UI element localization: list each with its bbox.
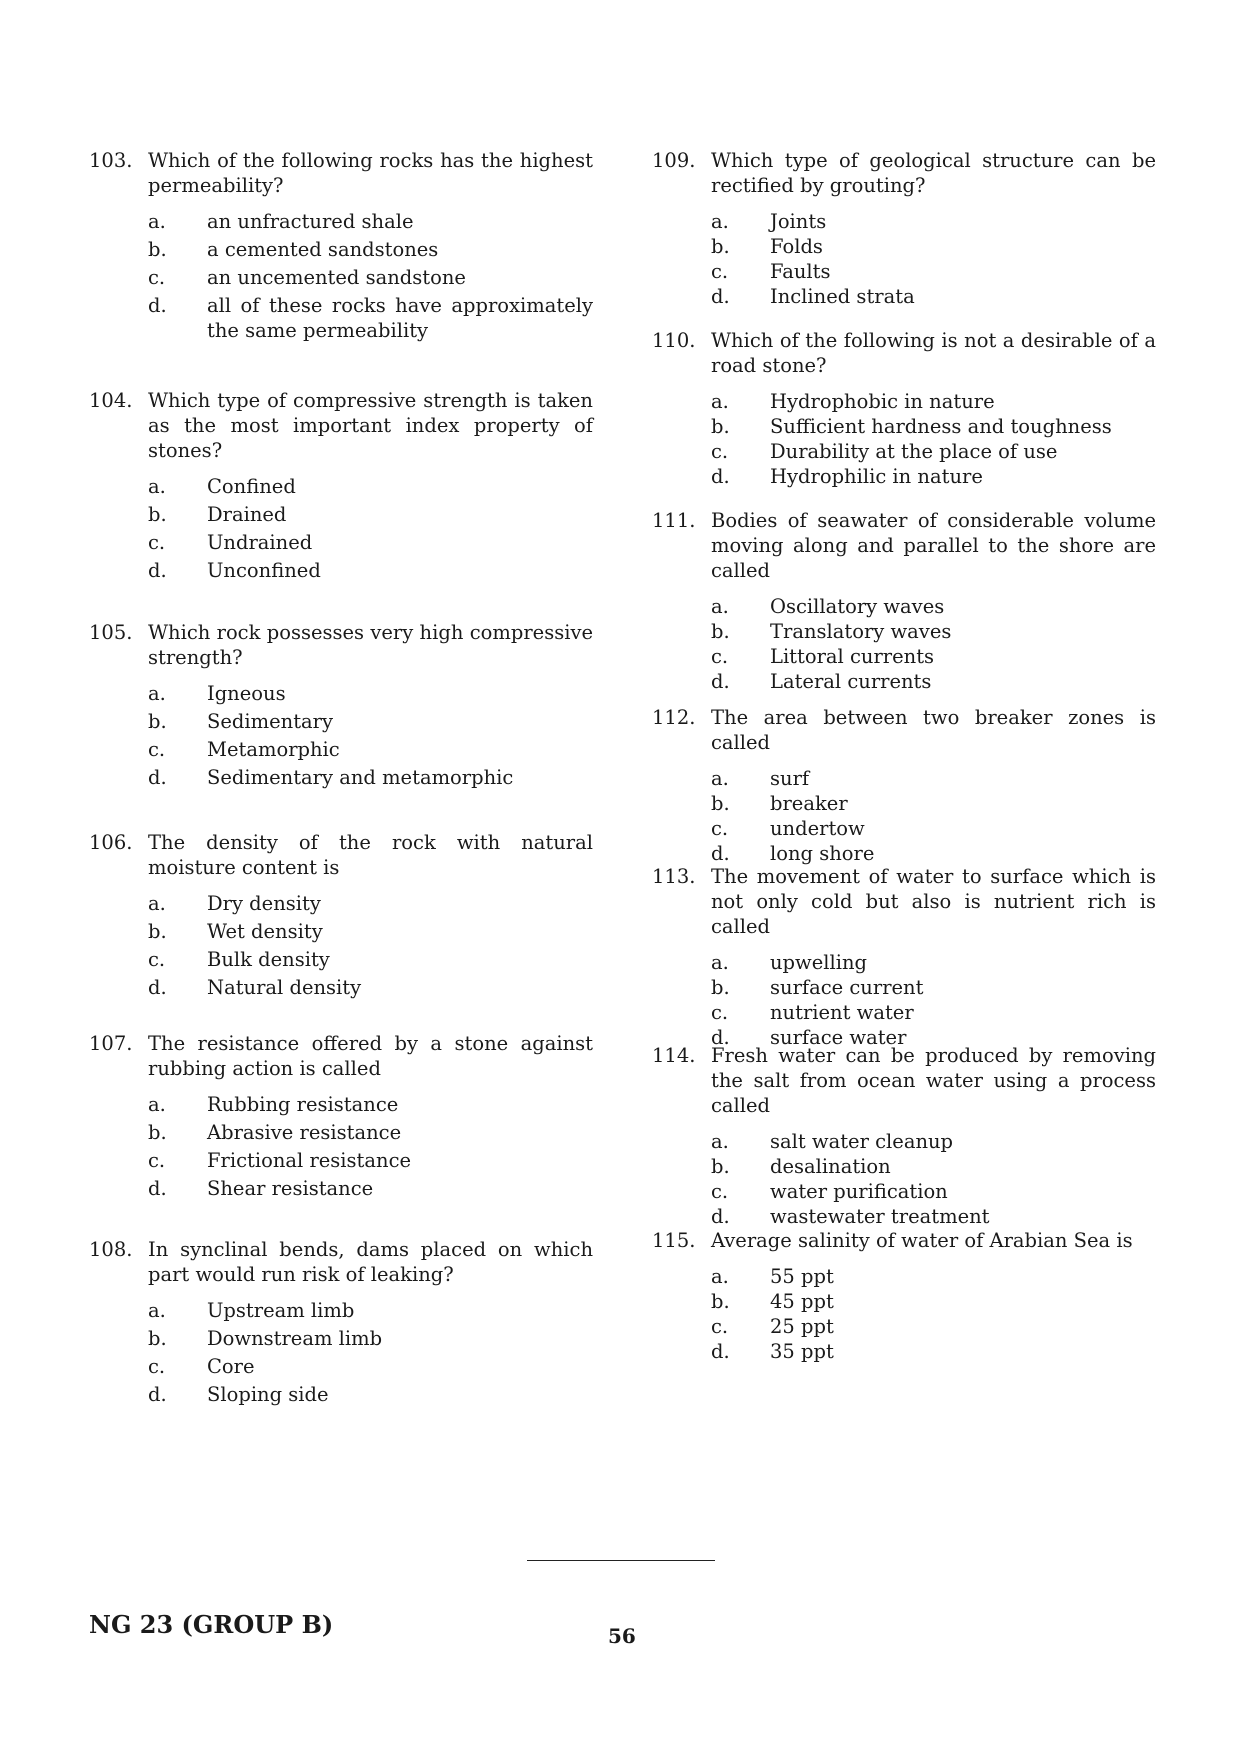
option-item	[89, 1382, 593, 1407]
option-text: 25 ppt	[770, 1315, 834, 1338]
question-block	[89, 620, 593, 790]
question-stem	[89, 148, 593, 198]
option-item	[89, 1092, 593, 1117]
option-letter: b.	[148, 1121, 167, 1144]
question-number: 111.	[652, 509, 696, 532]
page-number: 56	[608, 1624, 636, 1648]
option-text: Abrasive resistance	[207, 1121, 402, 1144]
option-letter: d.	[711, 465, 730, 488]
option-text: all of these rocks have approximately the same permeability	[207, 294, 593, 342]
option-item	[652, 791, 1156, 816]
option-letter: a.	[711, 1265, 729, 1288]
question-block	[89, 388, 593, 583]
option-text: a cemented sandstones	[207, 238, 439, 261]
option-letter: b.	[148, 710, 167, 733]
option-item	[89, 293, 593, 343]
option-letter: a.	[148, 210, 166, 233]
question-number: 108.	[89, 1238, 133, 1261]
option-text: surface current	[770, 976, 924, 999]
option-letter: c.	[711, 645, 729, 668]
option-text: Dry density	[207, 892, 321, 915]
question-number: 114.	[652, 1044, 696, 1067]
option-text: Sedimentary and metamorphic	[207, 766, 514, 789]
option-letter: b.	[711, 1290, 730, 1313]
option-item	[652, 975, 1156, 1000]
option-list	[89, 1298, 593, 1407]
option-letter: a.	[148, 682, 166, 705]
option-letter: a.	[711, 210, 729, 233]
end-of-section-rule	[527, 1560, 715, 1561]
option-letter: b.	[711, 976, 730, 999]
option-letter: a.	[148, 1299, 166, 1322]
option-letter: d.	[711, 285, 730, 308]
option-letter: d.	[148, 976, 167, 999]
question-text: Which of the following is not a desirable of a road stone?	[711, 329, 1156, 377]
option-text: surf	[770, 767, 810, 790]
option-letter: b.	[148, 503, 167, 526]
option-text: upwelling	[770, 951, 868, 974]
option-item	[89, 919, 593, 944]
option-list	[652, 594, 1156, 694]
question-number: 109.	[652, 149, 696, 172]
question-stem	[652, 148, 1156, 198]
option-item	[652, 1000, 1156, 1025]
option-text: Inclined strata	[770, 285, 915, 308]
question-text: Bodies of seawater of considerable volume moving along and parallel to the shore are called	[711, 509, 1156, 582]
option-item	[89, 765, 593, 790]
option-item	[652, 209, 1156, 234]
option-letter: d.	[711, 1026, 730, 1049]
question-number: 112.	[652, 706, 696, 729]
question-stem	[89, 1237, 593, 1287]
option-letter: a.	[711, 390, 729, 413]
question-block	[652, 328, 1156, 489]
option-item	[89, 1120, 593, 1145]
question-number: 113.	[652, 865, 696, 888]
question-stem	[652, 1228, 1156, 1253]
option-list	[89, 1092, 593, 1201]
question-block	[89, 1031, 593, 1201]
question-number: 106.	[89, 831, 133, 854]
option-text: Confined	[207, 475, 296, 498]
option-text: Sedimentary	[207, 710, 334, 733]
question-block	[652, 1043, 1156, 1229]
option-item	[89, 975, 593, 1000]
option-item	[89, 737, 593, 762]
option-item	[652, 464, 1156, 489]
option-list	[652, 209, 1156, 309]
option-text: Folds	[770, 235, 823, 258]
option-item	[89, 558, 593, 583]
option-text: Sloping side	[207, 1383, 329, 1406]
option-text: surface water	[770, 1026, 907, 1049]
option-item	[89, 1176, 593, 1201]
question-stem	[652, 864, 1156, 939]
option-letter: d.	[148, 1383, 167, 1406]
option-letter: a.	[148, 475, 166, 498]
option-item	[89, 265, 593, 290]
option-letter: b.	[711, 792, 730, 815]
option-item	[652, 284, 1156, 309]
option-text: salt water cleanup	[770, 1130, 954, 1153]
option-list	[89, 209, 593, 343]
option-letter: d.	[711, 842, 730, 865]
option-letter: c.	[148, 1355, 166, 1378]
option-text: nutrient water	[770, 1001, 914, 1024]
option-letter: b.	[711, 620, 730, 643]
option-text: 55 ppt	[770, 1265, 834, 1288]
question-block	[652, 705, 1156, 866]
question-text: The area between two breaker zones is called	[711, 706, 1156, 754]
option-text: Hydrophobic in nature	[770, 390, 995, 413]
option-letter: a.	[711, 1130, 729, 1153]
question-number: 110.	[652, 329, 696, 352]
option-text: 45 ppt	[770, 1290, 834, 1313]
option-item	[652, 594, 1156, 619]
option-list	[652, 1264, 1156, 1364]
option-text: Oscillatory waves	[770, 595, 945, 618]
question-text: Which rock possesses very high compressive strength?	[148, 621, 593, 669]
question-stem	[652, 1043, 1156, 1118]
question-stem	[652, 705, 1156, 755]
option-item	[652, 1129, 1156, 1154]
option-item	[652, 1264, 1156, 1289]
question-number: 105.	[89, 621, 133, 644]
question-block	[652, 508, 1156, 694]
option-item	[89, 891, 593, 916]
option-item	[652, 766, 1156, 791]
option-text: 35 ppt	[770, 1340, 834, 1363]
paper-code: NG 23 (GROUP B)	[89, 1610, 334, 1639]
option-item	[652, 439, 1156, 464]
question-text: Which type of geological structure can be rectified by grouting?	[711, 149, 1156, 197]
option-text: an unfractured shale	[207, 210, 414, 233]
option-text: long shore	[770, 842, 875, 865]
option-item	[652, 619, 1156, 644]
option-letter: b.	[148, 920, 167, 943]
option-text: Undrained	[207, 531, 313, 554]
option-letter: b.	[148, 238, 167, 261]
option-item	[89, 237, 593, 262]
option-text: Downstream limb	[207, 1327, 383, 1350]
option-text: Unconfined	[207, 559, 321, 582]
question-text: In synclinal bends, dams placed on which part would run risk of leaking?	[148, 1238, 593, 1286]
option-list	[89, 891, 593, 1000]
option-item	[652, 669, 1156, 694]
option-list	[652, 766, 1156, 866]
option-item	[652, 644, 1156, 669]
option-letter: c.	[711, 1001, 729, 1024]
option-text: Faults	[770, 260, 831, 283]
option-letter: c.	[711, 1315, 729, 1338]
question-stem	[89, 830, 593, 880]
option-text: desalination	[770, 1155, 891, 1178]
question-text: Fresh water can be produced by removing the salt from ocean water using a process called	[711, 1044, 1156, 1117]
option-text: Drained	[207, 503, 287, 526]
option-letter: a.	[148, 892, 166, 915]
option-letter: c.	[711, 1180, 729, 1203]
option-item	[652, 259, 1156, 284]
option-letter: c.	[148, 531, 166, 554]
option-letter: d.	[711, 1340, 730, 1363]
question-stem	[89, 388, 593, 463]
question-text: Average salinity of water of Arabian Sea is	[711, 1229, 1133, 1252]
option-letter: a.	[711, 767, 729, 790]
option-text: Durability at the place of use	[770, 440, 1058, 463]
option-item	[652, 389, 1156, 414]
option-item	[652, 950, 1156, 975]
option-text: Littoral currents	[770, 645, 935, 668]
option-text: water purification	[770, 1180, 948, 1203]
option-text: Core	[207, 1355, 255, 1378]
question-block	[652, 148, 1156, 309]
option-item	[652, 816, 1156, 841]
option-letter: d.	[148, 294, 167, 317]
option-list	[652, 1129, 1156, 1229]
option-letter: a.	[148, 1093, 166, 1116]
option-letter: c.	[148, 266, 166, 289]
option-letter: d.	[711, 670, 730, 693]
option-text: an uncemented sandstone	[207, 266, 466, 289]
question-stem	[652, 508, 1156, 583]
question-stem	[89, 1031, 593, 1081]
option-item	[652, 1204, 1156, 1229]
option-letter: c.	[148, 948, 166, 971]
option-item	[89, 709, 593, 734]
option-letter: d.	[148, 559, 167, 582]
question-block	[89, 830, 593, 1000]
question-block	[652, 1228, 1156, 1364]
option-letter: d.	[148, 1177, 167, 1200]
option-list	[652, 950, 1156, 1050]
question-number: 107.	[89, 1032, 133, 1055]
option-text: Joints	[770, 210, 827, 233]
option-item	[89, 474, 593, 499]
option-text: Frictional resistance	[207, 1149, 412, 1172]
option-item	[89, 209, 593, 234]
option-text: Metamorphic	[207, 738, 340, 761]
option-letter: a.	[711, 595, 729, 618]
option-item	[652, 841, 1156, 866]
option-item	[89, 530, 593, 555]
question-block	[652, 864, 1156, 1050]
option-text: Hydrophilic in nature	[770, 465, 983, 488]
question-number: 104.	[89, 389, 133, 412]
question-stem	[652, 328, 1156, 378]
question-number: 103.	[89, 149, 133, 172]
option-letter: c.	[148, 738, 166, 761]
question-block	[89, 148, 593, 343]
option-text: Sufficient hardness and toughness	[770, 415, 1112, 438]
option-list	[89, 474, 593, 583]
option-text: Translatory waves	[770, 620, 952, 643]
option-letter: b.	[711, 235, 730, 258]
question-text: The movement of water to surface which is not only cold but also is nutrient rich is called	[711, 865, 1156, 938]
option-item	[89, 1298, 593, 1323]
option-letter: c.	[711, 817, 729, 840]
question-stem	[89, 620, 593, 670]
option-letter: a.	[711, 951, 729, 974]
question-text: Which type of compressive strength is taken as the most important index property of stones?	[148, 389, 593, 462]
option-letter: b.	[711, 1155, 730, 1178]
option-text: Igneous	[207, 682, 286, 705]
option-text: breaker	[770, 792, 848, 815]
option-letter: c.	[148, 1149, 166, 1172]
option-list	[652, 389, 1156, 489]
option-letter: d.	[148, 766, 167, 789]
question-text: The resistance offered by a stone against rubbing action is called	[148, 1032, 593, 1080]
option-item	[89, 502, 593, 527]
option-text: wastewater treatment	[770, 1205, 990, 1228]
option-item	[652, 1314, 1156, 1339]
question-number: 115.	[652, 1229, 696, 1252]
option-item	[652, 1339, 1156, 1364]
option-item	[89, 1148, 593, 1173]
option-text: Wet density	[207, 920, 323, 943]
option-letter: b.	[148, 1327, 167, 1350]
option-list	[89, 681, 593, 790]
question-text: The density of the rock with natural moisture content is	[148, 831, 593, 879]
option-letter: d.	[711, 1205, 730, 1228]
option-text: Lateral currents	[770, 670, 932, 693]
option-text: Rubbing resistance	[207, 1093, 399, 1116]
option-item	[89, 1326, 593, 1351]
option-item	[89, 947, 593, 972]
option-letter: b.	[711, 415, 730, 438]
option-letter: c.	[711, 440, 729, 463]
option-item	[652, 234, 1156, 259]
option-item	[652, 414, 1156, 439]
option-item	[89, 681, 593, 706]
option-letter: c.	[711, 260, 729, 283]
option-text: Bulk density	[207, 948, 330, 971]
option-text: undertow	[770, 817, 865, 840]
option-text: Shear resistance	[207, 1177, 374, 1200]
option-item	[652, 1179, 1156, 1204]
option-text: Natural density	[207, 976, 362, 999]
option-item	[652, 1289, 1156, 1314]
question-text: Which of the following rocks has the highest permeability?	[148, 149, 593, 197]
option-item	[89, 1354, 593, 1379]
question-block	[89, 1237, 593, 1407]
option-text: Upstream limb	[207, 1299, 355, 1322]
option-item	[652, 1154, 1156, 1179]
